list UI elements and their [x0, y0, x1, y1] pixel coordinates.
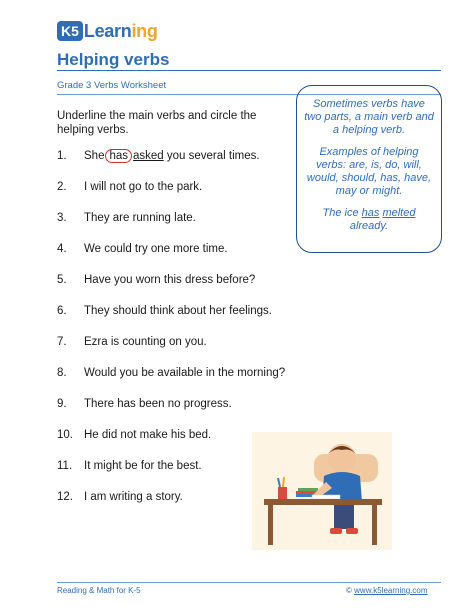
- instructions: Underline the main verbs and circle the helping verbs.: [57, 110, 257, 136]
- question-text: There has been no progress.: [84, 398, 232, 410]
- boy-shoe: [346, 528, 358, 534]
- tip-before: The ice: [322, 207, 362, 219]
- boy-writing-at-desk-illustration: [252, 432, 392, 550]
- worksheet-subtitle: Grade 3 Verbs Worksheet: [57, 80, 167, 91]
- question-number: 9.: [57, 398, 67, 410]
- question-text: Ezra is counting on you.: [84, 336, 207, 348]
- footer-site: [346, 586, 428, 595]
- title-divider: [57, 70, 441, 71]
- question-number: 5.: [57, 274, 67, 286]
- tip-examples: Examples of helping verbs: are, is, do, will, would, should, has, have, may or might.: [306, 146, 432, 197]
- question-item-1: [57, 148, 260, 164]
- question-item-10: [57, 427, 211, 443]
- example-after: you several times.: [163, 150, 260, 162]
- question-text: I will not go to the park.: [84, 181, 203, 193]
- tip-main-verb: melted: [382, 207, 416, 219]
- question-item-3: [57, 210, 196, 226]
- question-number: 2.: [57, 181, 67, 193]
- question-item-2: [57, 179, 202, 195]
- pencil-icon: [283, 477, 284, 487]
- tip-helping-verb: has: [361, 207, 380, 219]
- pencil-cup: [278, 487, 287, 500]
- question-text: They are running late.: [84, 212, 196, 224]
- desk-leg: [372, 505, 377, 545]
- question-number: 12.: [57, 491, 73, 503]
- question-item-12: [57, 489, 183, 505]
- copyright-symbol: ©: [346, 586, 352, 595]
- question-number: 6.: [57, 305, 67, 317]
- question-text: It might be for the best.: [84, 460, 202, 472]
- question-item-9: [57, 396, 232, 412]
- main-verb-underlined: asked: [133, 150, 164, 162]
- tip-example-sentence: [303, 207, 435, 233]
- question-number: 7.: [57, 336, 67, 348]
- example-before: She: [84, 150, 105, 162]
- tip-definition: Sometimes verbs have two parts, a main verb and a helping verb.: [304, 98, 434, 136]
- footer-divider: [57, 582, 441, 583]
- desk-leg: [268, 505, 273, 545]
- question-item-8: [57, 365, 285, 381]
- question-number: 3.: [57, 212, 67, 224]
- question-item-6: [57, 303, 272, 319]
- question-text: They should think about her feelings.: [84, 305, 272, 317]
- logo-suffix: ing: [131, 20, 158, 41]
- question-text: Would you be available in the morning?: [84, 367, 286, 379]
- question-item-5: [57, 272, 255, 288]
- footer-url-link[interactable]: www.k5learning.com: [354, 586, 428, 595]
- worksheet-title: Helping verbs: [57, 50, 170, 69]
- question-text: Have you worn this dress before?: [84, 274, 256, 286]
- question-number: 10.: [57, 429, 73, 441]
- boy-shoe: [330, 528, 342, 534]
- logo-wordmark: [84, 21, 158, 42]
- tip-box: [296, 85, 442, 253]
- question-text: We could try one more time.: [84, 243, 228, 255]
- footer-tagline: Reading & Math for K-5: [57, 586, 141, 595]
- question-number: 1.: [57, 150, 67, 162]
- question-item-4: [57, 241, 228, 257]
- boy-legs: [334, 505, 354, 529]
- paper-sheet: [312, 495, 340, 499]
- book-icon: [298, 488, 318, 491]
- logo-word: Learn: [83, 20, 132, 41]
- question-number: 8.: [57, 367, 67, 379]
- question-text: He did not make his bed.: [84, 429, 212, 441]
- question-number: 4.: [57, 243, 67, 255]
- helping-verb-circled: has: [105, 149, 132, 163]
- example-sentence: [84, 148, 260, 164]
- question-number: 11.: [57, 460, 73, 472]
- k5-learning-logo: [57, 20, 158, 42]
- question-text: I am writing a story.: [84, 491, 183, 503]
- desk-top: [264, 499, 382, 505]
- tip-after: already.: [349, 220, 389, 232]
- question-item-7: [57, 334, 207, 350]
- question-item-11: [57, 458, 202, 474]
- logo-k5-badge: K5: [57, 21, 83, 41]
